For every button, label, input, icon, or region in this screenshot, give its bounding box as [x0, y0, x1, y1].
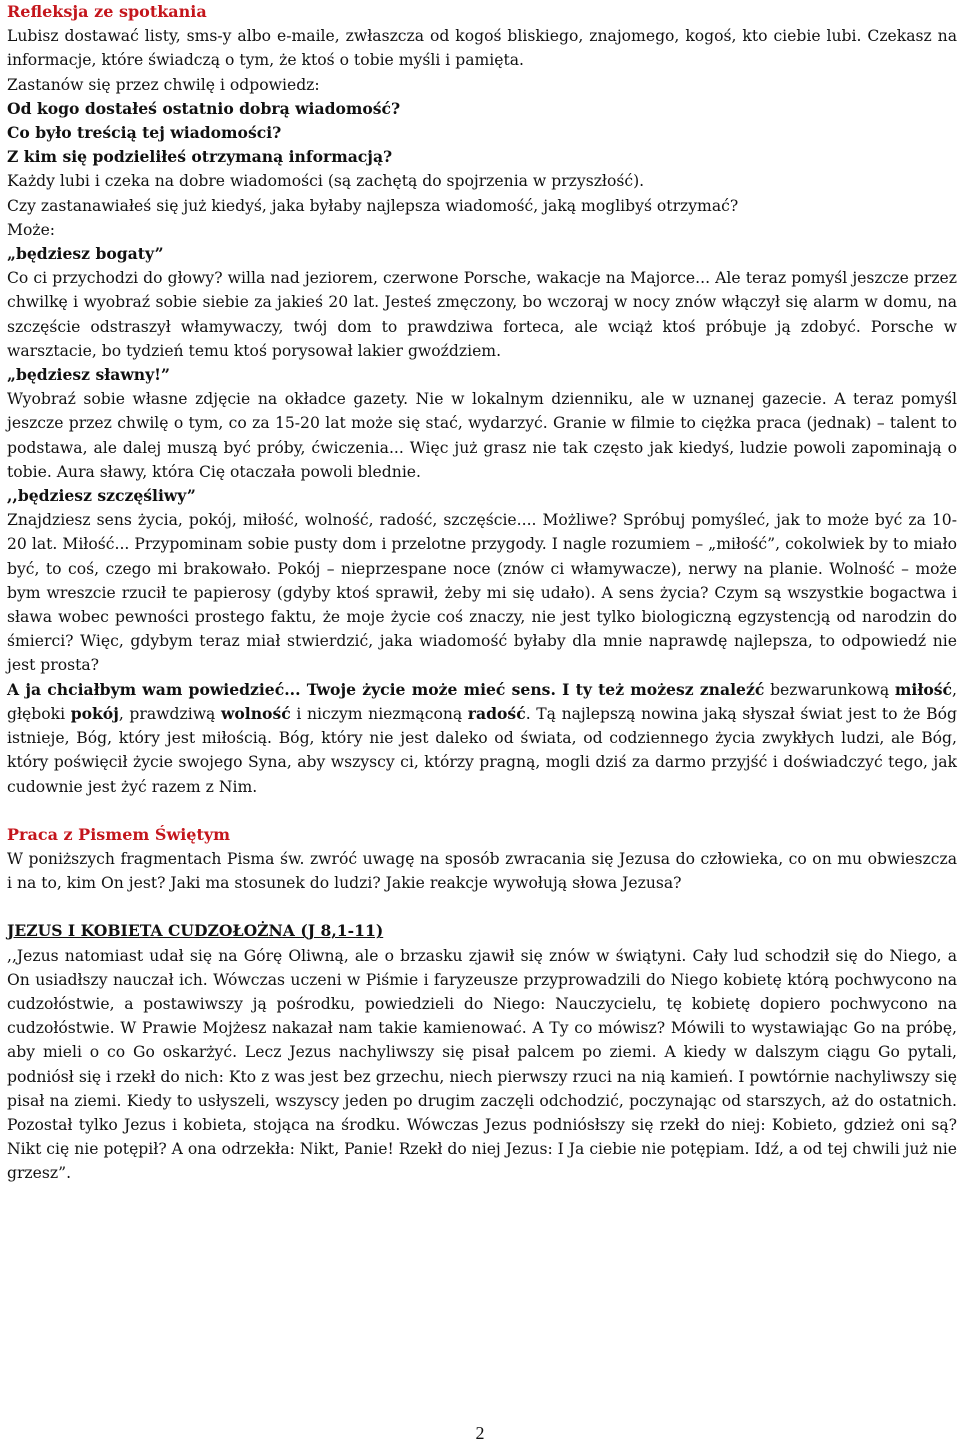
- intro-paragraph: Lubisz dostawać listy, sms-y albo e-maile, zwłaszcza od kogoś bliskiego, znajomego, kogoś, kto ciebie lubi. Czekasz na informacje, które świadczą o tym, że ktoś o tobie myśli i pamięta.: [7, 27, 957, 70]
- everyone-line: Każdy lubi i czeka na dobre wiadomości (są zachętą do spojrzenia w przyszłość).: [7, 172, 645, 191]
- maybe-line: Może:: [7, 220, 56, 239]
- document-page: [7, 0, 957, 1186]
- final-text-d: i niczym niezmąconą: [296, 704, 463, 723]
- page-number: 2: [475, 1423, 485, 1443]
- famous-paragraph: Wyobraź sobie własne zdjęcie na okładce gazety. Nie w lokalnym dzienniku, ale w uznanej gazecie. A teraz pomyśl jeszcze przez chwilę o tym, co za 15-20 lat może się stać, wydarzyć. Granie w filmie to ciężka praca (jednak) – talent to podstawa, ale dalej muszą być próby, ćwiczenia... Więc już grasz nie tak często jak kiedyś, ludzie powoli zapominają o tobie. Aura sławy, która Cię otaczała powoli blednie.: [7, 390, 957, 481]
- section-title-gospel: JEZUS I KOBIETA CUDZOŁOŻNA (J 8,1-11): [7, 921, 384, 941]
- prompt-line: Zastanów się przez chwilę i odpowiedz:: [7, 75, 320, 94]
- final-text-c: , prawdziwą: [118, 704, 216, 723]
- gospel-passage: ,,Jezus natomiast udał się na Górę Oliwną, ale o brzasku zjawił się znów w świątyni. Cały lud schodził się do Niego, a On usiadłszy nauczał ich. Wówczas uczeni w Piśmie i faryzeusze przyprowadzili do Niego kobietę którą pochwycono na cudzołóstwie, a postawiwszy ją pośrodku, powiedzieli do Niego: Nauczycielu, tę kobietę dopiero pochwycono na cudzołóstwie. W Prawie Mojżesz nakazał nam takie kamienować. A Ty co mówisz? Mówili to wystawiając Go na próbę, aby mieli o co Go oskarżyć. Lecz Jezus nachyliwszy się pisał palcem po ziemi. A kiedy w dalszym ciągu Go pytali, podniósł się i rzekł do nich: Kto z was jest bez grzechu, niech pierwszy rzuci na nią kamień. I powtórnie nachyliwszy się pisał na ziemi. Kiedy to usłyszeli, wszyscy jeden po drugim zaczęli odchodzić, poczynając od starszych, aż do ostatnich. Pozostał tylko Jezus i kobieta, stojąca na środku. Wówczas Jezus podniósłszy się rzekł do niej: Kobieto, gdzież oni są? Nikt cię nie potępił? A ona odrzekła: Nikt, Panie! Rzekł do niej Jezus: I Ja ciebie nie potępiam. Idź, a od tej chwili już nie grzesz”.: [7, 946, 957, 1183]
- word-freedom: wolność: [220, 703, 291, 723]
- final-paragraph: [7, 678, 957, 799]
- famous-heading: „będziesz sławny!”: [7, 365, 170, 385]
- question-2: Co było treścią tej wiadomości?: [7, 123, 282, 143]
- word-peace: pokój: [70, 703, 119, 723]
- wonder-line: Czy zastanawiałeś się już kiedyś, jaka byłaby najlepsza wiadomość, jaką moglibyś otrzymać?: [7, 196, 739, 215]
- scripture-instructions: W poniższych fragmentach Pisma św. zwróć uwagę na sposób zwracania się Jezusa do człowieka, co on mu obwieszcza i na to, kim On jest? Jaki ma stosunek do ludzi? Jakie reakcje wywołują słowa Jezusa?: [7, 849, 957, 893]
- question-3: Z kim się podzieliłeś otrzymaną informacją?: [7, 147, 393, 167]
- happy-paragraph: Znajdziesz sens życia, pokój, miłość, wolność, radość, szczęście.... Możliwe? Spróbuj pomyśleć, jak to może być za 10-20 lat. Miłość... Przypominam sobie pusty dom i przelotne przygody. I nagle rozumiem – „miłość”, cokolwiek by to miało być, to coś, czego mi brakowało. Pokój – nieprzespane noce (znów ci włamywacze), nerwy na planie. Wolność – może bym wreszcie rzucił te papierosy (gdyby ktoś sprawił, żeby mi się udało). A sens życia? Czym są wszystkie bogactwa i sława wobec pewności prostego faktu, że moje życie coś znaczy, nie jest tylko biologiczną egzystencją od narodzin do śmierci? Więc, gdybym teraz miał stwierdzić, jaka wiadomość byłaby dla mnie naprawdę najlepsza, to odpowiedź nie jest prosta?: [7, 511, 957, 675]
- rich-heading: „będziesz bogaty”: [7, 244, 164, 264]
- final-text-e: . Tą najlepszą nowina jaką słyszał świat jest to że Bóg istnieje, Bóg, który jest miłością. Bóg, który nie jest daleko od świata, od codziennego życia zwykłych ludzi, ale Bóg, który poświęcił życie swojego Syna, aby wszyscy ci, którzy pragną, mogli dziś za darmo przyjść i doświadczyć tego, jak cudownie jest żyć razem z Nim.: [7, 704, 957, 796]
- final-text-a: bezwarunkową: [770, 680, 890, 699]
- final-bold-sentence: A ja chciałbym wam powiedzieć... Twoje życie może mieć sens. I ty też możesz znaleźć: [7, 679, 765, 699]
- word-love: miłość: [894, 679, 953, 699]
- rich-paragraph: Co ci przychodzi do głowy? willa nad jeziorem, czerwone Porsche, wakacje na Majorce... Ale teraz pomyśl jeszcze przez chwilkę i wyobraź sobie siebie za jakieś 20 lat. Jesteś zmęczony, bo wczoraj w nocy znów włączył się alarm w domu, na szczęście odstraszył włamywaczy, twój dom to prawdziwa forteca, ale wciąż ktoś próbuje ją zdobyć. Porsche w warsztacie, bo tydzień temu ktoś porysował lakier gwoździem.: [7, 269, 957, 360]
- spacer: [7, 799, 957, 823]
- spacer: [7, 895, 957, 919]
- happy-heading: ,,będziesz szczęśliwy”: [7, 486, 196, 506]
- section-title-scripture: Praca z Pismem Świętym: [7, 824, 231, 844]
- word-joy: radość: [467, 703, 526, 723]
- section-title-reflection: Refleksja ze spotkania: [7, 2, 207, 21]
- question-1: Od kogo dostałeś ostatnio dobrą wiadomość?: [7, 98, 401, 118]
- final-text-b: , głęboki: [7, 680, 957, 723]
